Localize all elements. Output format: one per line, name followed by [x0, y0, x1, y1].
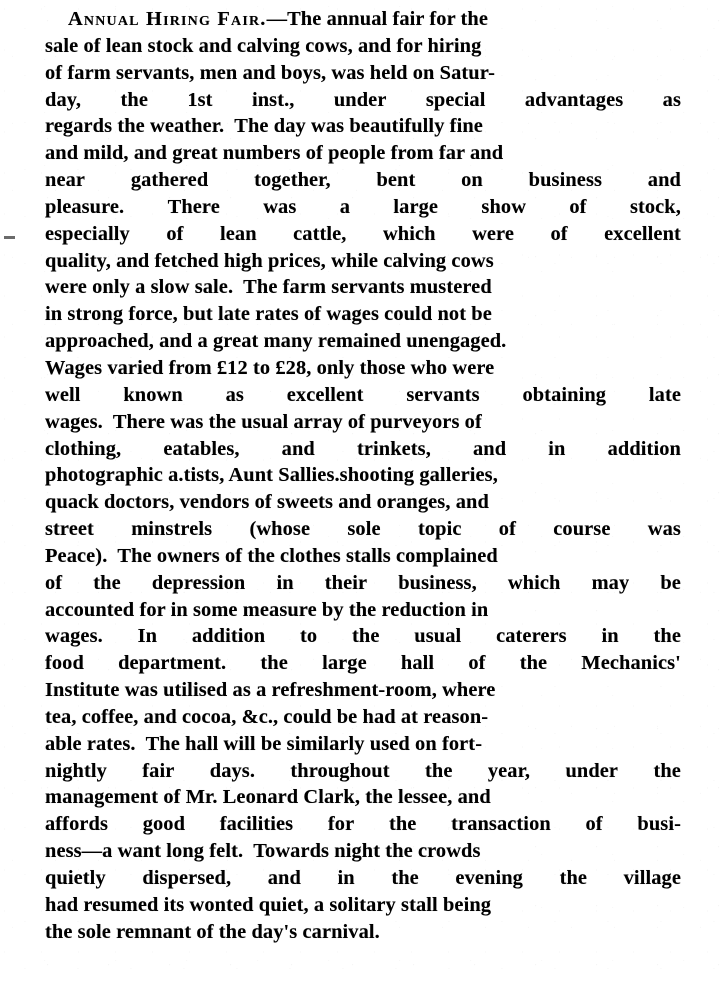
article-word: hall — [400, 652, 435, 675]
article-word: was — [263, 195, 297, 218]
article-word: pleasure. — [45, 195, 125, 218]
margin-ink-speck-artifact — [4, 236, 15, 239]
article-line-text: regards the weather. The day was beautifully fine — [45, 115, 483, 138]
article-word: large — [393, 195, 439, 218]
article-word: and — [473, 437, 507, 460]
article-word: to — [300, 625, 318, 648]
article-word: which — [507, 571, 561, 594]
article-line-text: of farm servants, men and boys, was held on Satur- — [45, 61, 496, 84]
article-line — [45, 919, 681, 946]
article-line-text: approached, and a great many remained unengaged. — [45, 330, 507, 353]
article-word: servants — [406, 383, 480, 406]
article-word: sole — [347, 518, 381, 541]
article-word: bent — [376, 169, 416, 192]
article-word: the — [559, 867, 588, 889]
article-line-text: sale of lean stock and calving cows, and for hiring — [45, 34, 482, 57]
article-line-text: accounted for in some measure by the reduction in — [45, 598, 489, 621]
article-line — [45, 60, 681, 87]
article-word: a — [339, 195, 351, 218]
article-word: of — [585, 813, 603, 836]
article-line — [45, 167, 681, 194]
article-word: the — [519, 652, 548, 675]
article-line — [45, 113, 681, 140]
article-word: caterers — [496, 625, 567, 648]
article-line-text: the sole remnant of the day's carnival. — [45, 920, 380, 943]
article-word: in — [276, 571, 294, 594]
article-line-text: and mild, and great numbers of people from far and — [45, 142, 504, 165]
article-word: gathered — [130, 169, 209, 192]
article-word: were — [472, 222, 514, 245]
article-word: clothing, — [45, 437, 122, 460]
article-word: inst., — [251, 88, 295, 111]
article-line-text: ness—a want long felt. Towards night the crowds — [45, 840, 481, 863]
article-line — [45, 489, 681, 516]
article-word: the — [93, 571, 121, 594]
article-line — [45, 784, 681, 811]
article-line — [45, 597, 681, 624]
article-line-text: had resumed its wonted quiet, a solitary stall being — [45, 893, 492, 916]
article-line — [45, 355, 681, 382]
article-word: wages. — [45, 625, 103, 648]
article-line — [45, 704, 681, 731]
article-word: in — [337, 867, 355, 889]
article-line-text: in strong force, but late rates of wages could not be — [45, 303, 492, 326]
article-word: the — [260, 652, 288, 675]
article-word: the — [653, 625, 681, 648]
article-word: near — [45, 169, 86, 192]
article-word: excellent — [604, 222, 681, 245]
article-word: the — [120, 88, 148, 111]
article-word: busi- — [637, 813, 681, 836]
article-word: as — [225, 383, 244, 406]
article-line — [45, 811, 681, 838]
article-word: affords — [45, 813, 108, 836]
article-line-text: Institute was utilised as a refreshment-room, where — [45, 679, 496, 702]
article-word: eatables, — [163, 437, 240, 460]
article-line — [45, 6, 681, 33]
article-word: excellent — [286, 383, 364, 406]
article-word: show — [481, 195, 527, 218]
article-word: (whose — [249, 518, 311, 541]
article-word: their — [324, 571, 368, 594]
article-word: dispersed, — [142, 867, 232, 889]
article-word: together, — [254, 169, 331, 192]
article-line-text: photographic a.tists, Aunt Sallies.shooting galleries, — [45, 464, 498, 487]
article-line-text: Peace). The owners of the clothes stalls complained — [45, 544, 498, 567]
article-line — [45, 274, 681, 301]
article-word: department. — [118, 652, 227, 675]
article-word: addition — [607, 437, 681, 460]
article-word: business, — [398, 571, 477, 594]
article-word: well — [45, 383, 81, 406]
article-word: fair — [142, 759, 175, 782]
article-line — [45, 865, 681, 892]
article-line — [45, 328, 681, 355]
article-word: the — [388, 813, 417, 836]
article-word: village — [623, 867, 681, 889]
article-word: business — [528, 169, 603, 192]
article-word: advantages — [524, 88, 624, 111]
article-word: of — [569, 195, 587, 218]
article-line-text: wages. There was the usual array of purveyors of — [45, 410, 482, 433]
article-line — [45, 382, 681, 409]
article-line — [45, 140, 681, 167]
article-word: the — [391, 867, 419, 889]
article-line-text: management of Mr. Leonard Clark, the lessee, and — [45, 786, 491, 809]
article-word: depression — [151, 571, 246, 594]
article-line-text: quality, and fetched high prices, while calving cows — [45, 249, 494, 272]
article-word: the — [425, 759, 453, 782]
article-word: usual — [414, 625, 462, 648]
article-word: day, — [45, 88, 82, 111]
article-heading: Annual Hiring Fair. — [68, 8, 267, 30]
article-word: topic — [417, 518, 462, 541]
article-word: on — [461, 169, 483, 192]
article-line — [45, 409, 681, 436]
article-word: quietly — [45, 867, 106, 889]
article-word: in — [548, 437, 566, 460]
article-line — [45, 248, 681, 275]
article-word: and — [647, 169, 681, 192]
article-word: late — [648, 383, 681, 406]
article-word: and — [267, 867, 301, 889]
article-line — [45, 650, 681, 677]
article-line — [45, 221, 681, 248]
article-line-text: quack doctors, vendors of sweets and oranges, and — [45, 491, 489, 514]
article-word: especially — [45, 222, 130, 245]
article-word: nightly — [45, 759, 107, 782]
article-word: of — [45, 571, 63, 594]
article-word: throughout — [290, 759, 390, 782]
article-line-text: —The annual fair for the — [266, 8, 489, 30]
article-line — [45, 87, 681, 114]
article-word: large — [322, 652, 367, 675]
article-word: food — [45, 652, 84, 675]
article-word: trinkets, — [356, 437, 431, 460]
article-word: of — [468, 652, 486, 675]
article-line — [45, 301, 681, 328]
article-word: special — [425, 88, 486, 111]
article-line-text: tea, coffee, and cocoa, &c., could be had at reason- — [45, 705, 489, 728]
article-word: year, — [487, 759, 531, 782]
article-word: under — [333, 88, 387, 111]
article-word: In — [137, 625, 158, 648]
article-line — [45, 516, 681, 543]
article-line — [45, 623, 681, 650]
article-word: of — [498, 518, 516, 541]
article-word: stock, — [629, 195, 681, 218]
article-word: in — [601, 625, 619, 648]
article-line — [45, 570, 681, 597]
article-word: the — [352, 625, 380, 648]
article-line-text: able rates. The hall will be similarly used on fort- — [45, 732, 483, 755]
article-line — [45, 892, 681, 919]
article-word: 1st — [187, 88, 213, 111]
article-word: course — [553, 518, 611, 541]
article-word: of — [166, 222, 184, 245]
article-word: transaction — [451, 813, 551, 836]
article-line-text: were only a slow sale. The farm servants mustered — [45, 276, 492, 299]
article-word: known — [123, 383, 183, 406]
article-word: cattle, — [293, 222, 347, 245]
article-word: Mechanics' — [581, 652, 681, 675]
article-word: under — [565, 759, 619, 782]
article-line — [45, 462, 681, 489]
article-word: which — [382, 222, 436, 245]
article-word: evening — [455, 867, 523, 889]
article-line — [45, 838, 681, 865]
article-word: obtaining — [522, 383, 607, 406]
article-word: lean — [219, 222, 257, 245]
article-line — [45, 436, 681, 463]
article-word: days. — [209, 759, 256, 782]
article-word: and — [281, 437, 315, 460]
article-text-column — [45, 6, 681, 946]
article-word: facilities — [219, 813, 294, 836]
article-line — [45, 194, 681, 221]
article-word: street — [45, 518, 94, 541]
article-word: There — [167, 195, 220, 218]
article-line — [45, 758, 681, 785]
article-word: addition — [191, 625, 266, 648]
article-line — [45, 677, 681, 704]
article-word: of — [550, 222, 568, 245]
article-line — [45, 33, 681, 60]
article-word: good — [142, 813, 186, 836]
article-line — [45, 543, 681, 570]
article-word: for — [327, 813, 355, 836]
article-word: minstrels — [131, 518, 213, 541]
article-word: may — [591, 571, 630, 594]
article-word: was — [647, 518, 681, 541]
article-line-text: Wages varied from £12 to £28, only those who were — [45, 356, 495, 379]
article-word: the — [653, 759, 681, 782]
article-line — [45, 731, 681, 758]
article-word: as — [662, 88, 681, 111]
article-word: be — [660, 571, 681, 594]
